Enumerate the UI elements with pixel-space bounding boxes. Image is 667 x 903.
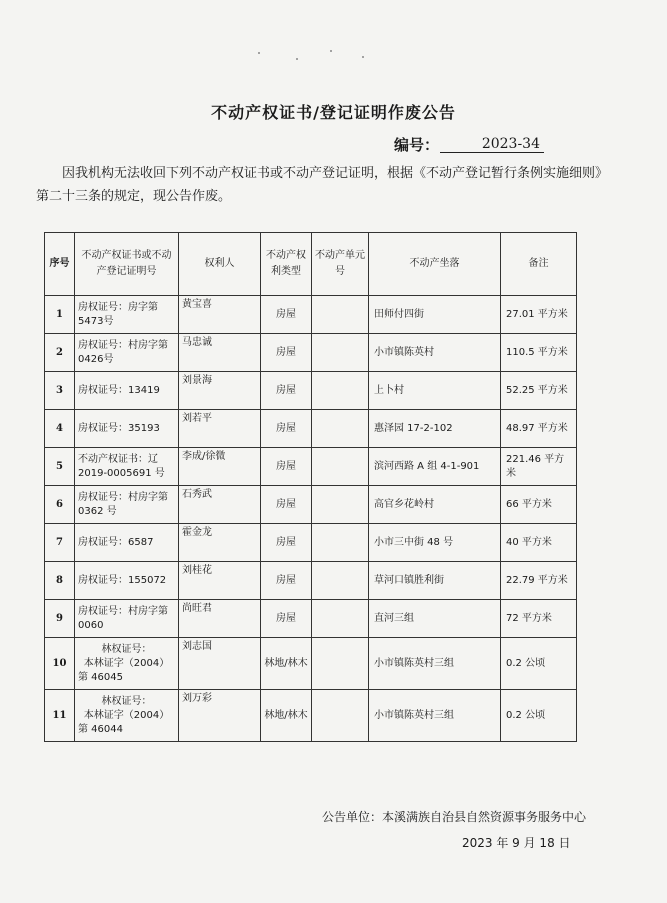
- row-no: 7: [45, 524, 75, 562]
- row-cert: 房权证号：房字第5473号: [75, 296, 179, 334]
- cert-line: 第 46045: [78, 671, 123, 683]
- row-owner: 尚旺君: [179, 600, 261, 638]
- table-row: [45, 524, 577, 562]
- doc-number-value: 2023-34: [440, 136, 544, 153]
- row-unit: [312, 296, 369, 334]
- row-location: 滨河西路 A 组 4-1-901: [369, 448, 501, 486]
- header-cert: 不动产权证书或不动产登记证明号: [75, 233, 179, 296]
- row-owner: 黄宝喜: [179, 296, 261, 334]
- row-no: 9: [45, 600, 75, 638]
- table-row: [45, 600, 577, 638]
- row-note: 48.97 平方米: [501, 410, 577, 448]
- header-type: 不动产权利类型: [261, 233, 312, 296]
- cert-line: 林权证号：: [101, 643, 152, 655]
- row-no: 11: [45, 690, 75, 742]
- row-type: 房屋: [261, 448, 312, 486]
- row-type: 房屋: [261, 562, 312, 600]
- table-row: [45, 410, 577, 448]
- page-title: 不动产权证书/登记证明作废公告: [211, 103, 456, 122]
- row-type: 房屋: [261, 410, 312, 448]
- row-cert: 房权证号：村房字第0060: [75, 600, 179, 638]
- row-location: 田师付四街: [369, 296, 501, 334]
- row-unit: [312, 486, 369, 524]
- row-unit: [312, 448, 369, 486]
- row-note: 0.2 公顷: [501, 690, 577, 742]
- cert-line: 林权证号：: [101, 695, 152, 707]
- row-unit: [312, 410, 369, 448]
- row-unit: [312, 562, 369, 600]
- row-note: 40 平方米: [501, 524, 577, 562]
- row-no: 5: [45, 448, 75, 486]
- row-location: 直河三组: [369, 600, 501, 638]
- row-no: 8: [45, 562, 75, 600]
- header-location: 不动产坐落: [369, 233, 501, 296]
- row-owner: 马忠诚: [179, 334, 261, 372]
- row-type: 房屋: [261, 372, 312, 410]
- table-row: [45, 486, 577, 524]
- row-unit: [312, 600, 369, 638]
- row-note: 221.46 平方米: [501, 448, 577, 486]
- row-location: 高官乡花岭村: [369, 486, 501, 524]
- row-type: 房屋: [261, 600, 312, 638]
- row-owner: 霍金龙: [179, 524, 261, 562]
- row-note: 52.25 平方米: [501, 372, 577, 410]
- scan-marks: [250, 48, 370, 62]
- row-note: 66 平方米: [501, 486, 577, 524]
- cert-line: 本林证字（2004）: [83, 657, 170, 669]
- table-row: [45, 296, 577, 334]
- row-owner: 刘若平: [179, 410, 261, 448]
- cert-line: 第 46044: [78, 723, 123, 735]
- row-note: 27.01 平方米: [501, 296, 577, 334]
- row-location: 小市镇陈英村: [369, 334, 501, 372]
- table-row: [45, 638, 577, 690]
- cert-line: 本林证字（2004）: [83, 709, 170, 721]
- row-cert: 不动产权证书：辽2019-0005691 号: [75, 448, 179, 486]
- row-note: 22.79 平方米: [501, 562, 577, 600]
- table-row: [45, 334, 577, 372]
- doc-number-label: 编号：: [394, 136, 440, 154]
- intro-paragraph: 因我机构无法收回下列不动产权证书或不动产登记证明，根据《不动产登记暂行条例实施细则》第二十三条的规定，现公告作废。: [36, 166, 609, 204]
- row-unit: [312, 524, 369, 562]
- row-owner: 李成/徐微: [179, 448, 261, 486]
- row-type: 房屋: [261, 524, 312, 562]
- row-location: 惠泽园 17-2-102: [369, 410, 501, 448]
- row-note: 0.2 公顷: [501, 638, 577, 690]
- row-unit: [312, 372, 369, 410]
- row-location: 草河口镇胜利街: [369, 562, 501, 600]
- row-no: 1: [45, 296, 75, 334]
- row-cert: 房权证号：155072: [75, 562, 179, 600]
- row-cert: [75, 638, 179, 690]
- row-no: 3: [45, 372, 75, 410]
- table-row: [45, 690, 577, 742]
- row-unit: [312, 690, 369, 742]
- row-location: 小市镇陈英村三组: [369, 638, 501, 690]
- row-owner: 石秀武: [179, 486, 261, 524]
- row-type: 林地/林木: [261, 638, 312, 690]
- row-cert: [75, 690, 179, 742]
- row-note: 110.5 平方米: [501, 334, 577, 372]
- row-type: 林地/林木: [261, 690, 312, 742]
- row-owner: 刘万彩: [179, 690, 261, 742]
- row-cert: 房权证号：35193: [75, 410, 179, 448]
- table-row: [45, 372, 577, 410]
- table-row: [45, 562, 577, 600]
- row-owner: 刘志国: [179, 638, 261, 690]
- header-owner: 权利人: [179, 233, 261, 296]
- header-unit: 不动产单元号: [312, 233, 369, 296]
- row-unit: [312, 334, 369, 372]
- row-cert: 房权证号：13419: [75, 372, 179, 410]
- row-cert: 房权证号：村房字第0426号: [75, 334, 179, 372]
- row-location: 小市镇陈英村三组: [369, 690, 501, 742]
- row-location: 小市三中街 48 号: [369, 524, 501, 562]
- header-note: 备注: [501, 233, 577, 296]
- row-no: 4: [45, 410, 75, 448]
- table-row: [45, 448, 577, 486]
- void-certificates-table: [44, 232, 577, 742]
- row-no: 10: [45, 638, 75, 690]
- row-owner: 刘景海: [179, 372, 261, 410]
- issue-date: 2023 年 9 月 18 日: [462, 836, 571, 850]
- row-no: 6: [45, 486, 75, 524]
- row-type: 房屋: [261, 486, 312, 524]
- table-header-row: [45, 233, 577, 296]
- header-no: 序号: [45, 233, 75, 296]
- row-location: 上卜村: [369, 372, 501, 410]
- row-owner: 刘桂花: [179, 562, 261, 600]
- issuing-unit: 公告单位：本溪满族自治县自然资源事务服务中心: [322, 810, 587, 824]
- row-cert: 房权证号：6587: [75, 524, 179, 562]
- row-no: 2: [45, 334, 75, 372]
- row-cert: 房权证号：村房字第0362 号: [75, 486, 179, 524]
- row-type: 房屋: [261, 334, 312, 372]
- row-note: 72 平方米: [501, 600, 577, 638]
- row-type: 房屋: [261, 296, 312, 334]
- row-unit: [312, 638, 369, 690]
